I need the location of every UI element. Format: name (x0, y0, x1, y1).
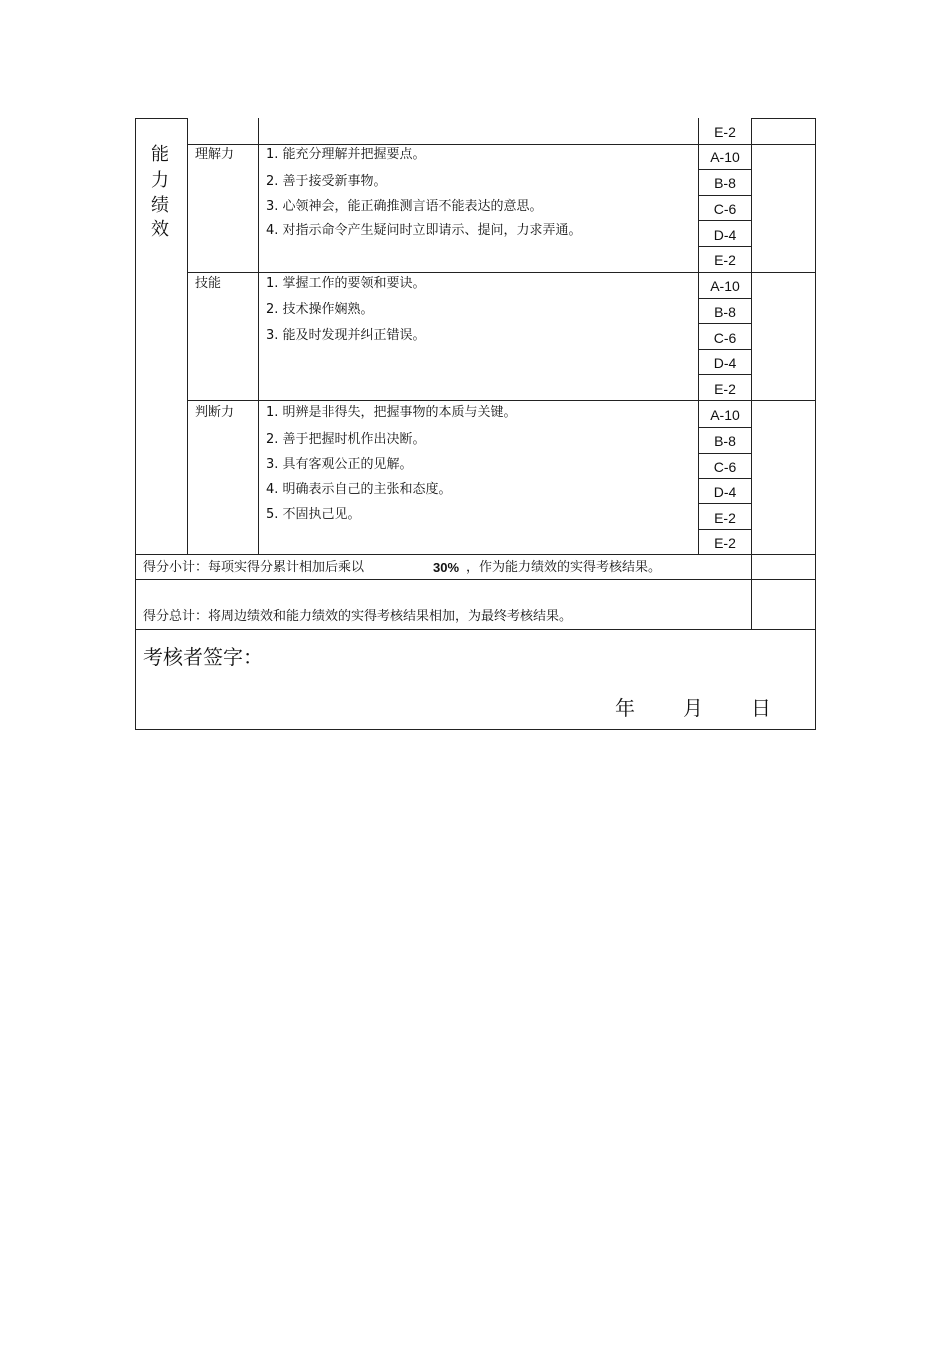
grade-line (698, 478, 751, 479)
grade-line (698, 529, 751, 530)
side-label-char: 绩 (151, 195, 169, 216)
row-line-subtotal (135, 554, 816, 555)
grade-cell: C-6 (713, 330, 737, 346)
col-line-score (751, 118, 752, 629)
criteria-item: 1. 掌握工作的要领和要诀。 (266, 276, 426, 291)
section-title: 判断力 (195, 405, 235, 420)
criteria-item: 4. 对指示命令产生疑问时立即请示、提问，力求弄通。 (266, 223, 582, 238)
signature-label: 考核者签字： (143, 645, 263, 669)
criteria-item: 3. 心领神会，能正确推测言语不能表达的意思。 (266, 199, 543, 214)
side-label-char: 能 (151, 144, 169, 165)
row-line-section-2 (187, 400, 816, 401)
grade-cell: E-2 (714, 381, 736, 397)
grade-line (698, 349, 751, 350)
grade-line (698, 195, 751, 196)
criteria-item: 1. 明辨是非得失，把握事物的本质与关键。 (266, 405, 517, 420)
grade-line (698, 298, 751, 299)
criteria-item: 3. 具有客观公正的见解。 (266, 457, 413, 472)
date-month: 月 (683, 696, 703, 720)
grade-line (698, 246, 751, 247)
side-label-char: 效 (151, 219, 169, 240)
grade-cell: E-2 (714, 535, 736, 551)
row-line-section-1 (187, 272, 816, 273)
grade-line (698, 169, 751, 170)
grade-cell: A-10 (710, 278, 740, 294)
grade-line (698, 220, 751, 221)
grade-line (698, 323, 751, 324)
grade-line (698, 503, 751, 504)
table-border-right (815, 118, 816, 730)
side-label-char: 力 (151, 170, 169, 191)
grade-cell: A-10 (710, 149, 740, 165)
col-line-criteria (258, 118, 259, 554)
table-border-left (135, 118, 136, 730)
date-year: 年 (615, 696, 635, 720)
grade-cell: B-8 (714, 433, 736, 449)
subtotal-suffix: ，作为能力绩效的实得考核结果。 (466, 560, 662, 575)
grade-cell: E-2 (714, 124, 736, 140)
grade-line (698, 427, 751, 428)
subtotal-text: 得分小计：每项实得分累计相加后乘以 (143, 560, 365, 575)
date-day: 日 (751, 696, 771, 720)
grade-cell: A-10 (710, 407, 740, 423)
grade-cell: D-4 (713, 227, 737, 243)
grade-cell: B-8 (714, 175, 736, 191)
row-line-total (135, 579, 816, 580)
table-border-bottom (135, 729, 816, 730)
grade-line (698, 453, 751, 454)
section-title: 理解力 (195, 147, 235, 162)
total-text: 得分总计：将周边绩效和能力绩效的实得考核结果相加，为最终考核结果。 (143, 609, 573, 624)
grade-cell: D-4 (713, 355, 737, 371)
section-title: 技能 (195, 276, 222, 291)
grade-cell: E-2 (714, 510, 736, 526)
row-line-top (187, 144, 816, 145)
criteria-item: 2. 善于接受新事物。 (266, 174, 387, 189)
table-top-line-left (135, 118, 187, 119)
criteria-item: 1. 能充分理解并把握要点。 (266, 147, 426, 162)
subtotal-percent: 30% (433, 560, 460, 575)
col-line-label (187, 118, 188, 554)
criteria-item: 4. 明确表示自己的主张和态度。 (266, 482, 452, 497)
grade-line (698, 374, 751, 375)
grade-cell: B-8 (714, 304, 736, 320)
criteria-item: 3. 能及时发现并纠正错误。 (266, 328, 426, 343)
row-line-signature (135, 629, 816, 630)
grade-cell: C-6 (713, 459, 737, 475)
grade-cell: D-4 (713, 484, 737, 500)
criteria-item: 2. 善于把握时机作出决断。 (266, 432, 426, 447)
table-top-line-right (751, 118, 816, 119)
grade-cell: E-2 (714, 252, 736, 268)
criteria-item: 5. 不固执己见。 (266, 507, 361, 522)
criteria-item: 2. 技术操作娴熟。 (266, 302, 374, 317)
grade-cell: C-6 (713, 201, 737, 217)
